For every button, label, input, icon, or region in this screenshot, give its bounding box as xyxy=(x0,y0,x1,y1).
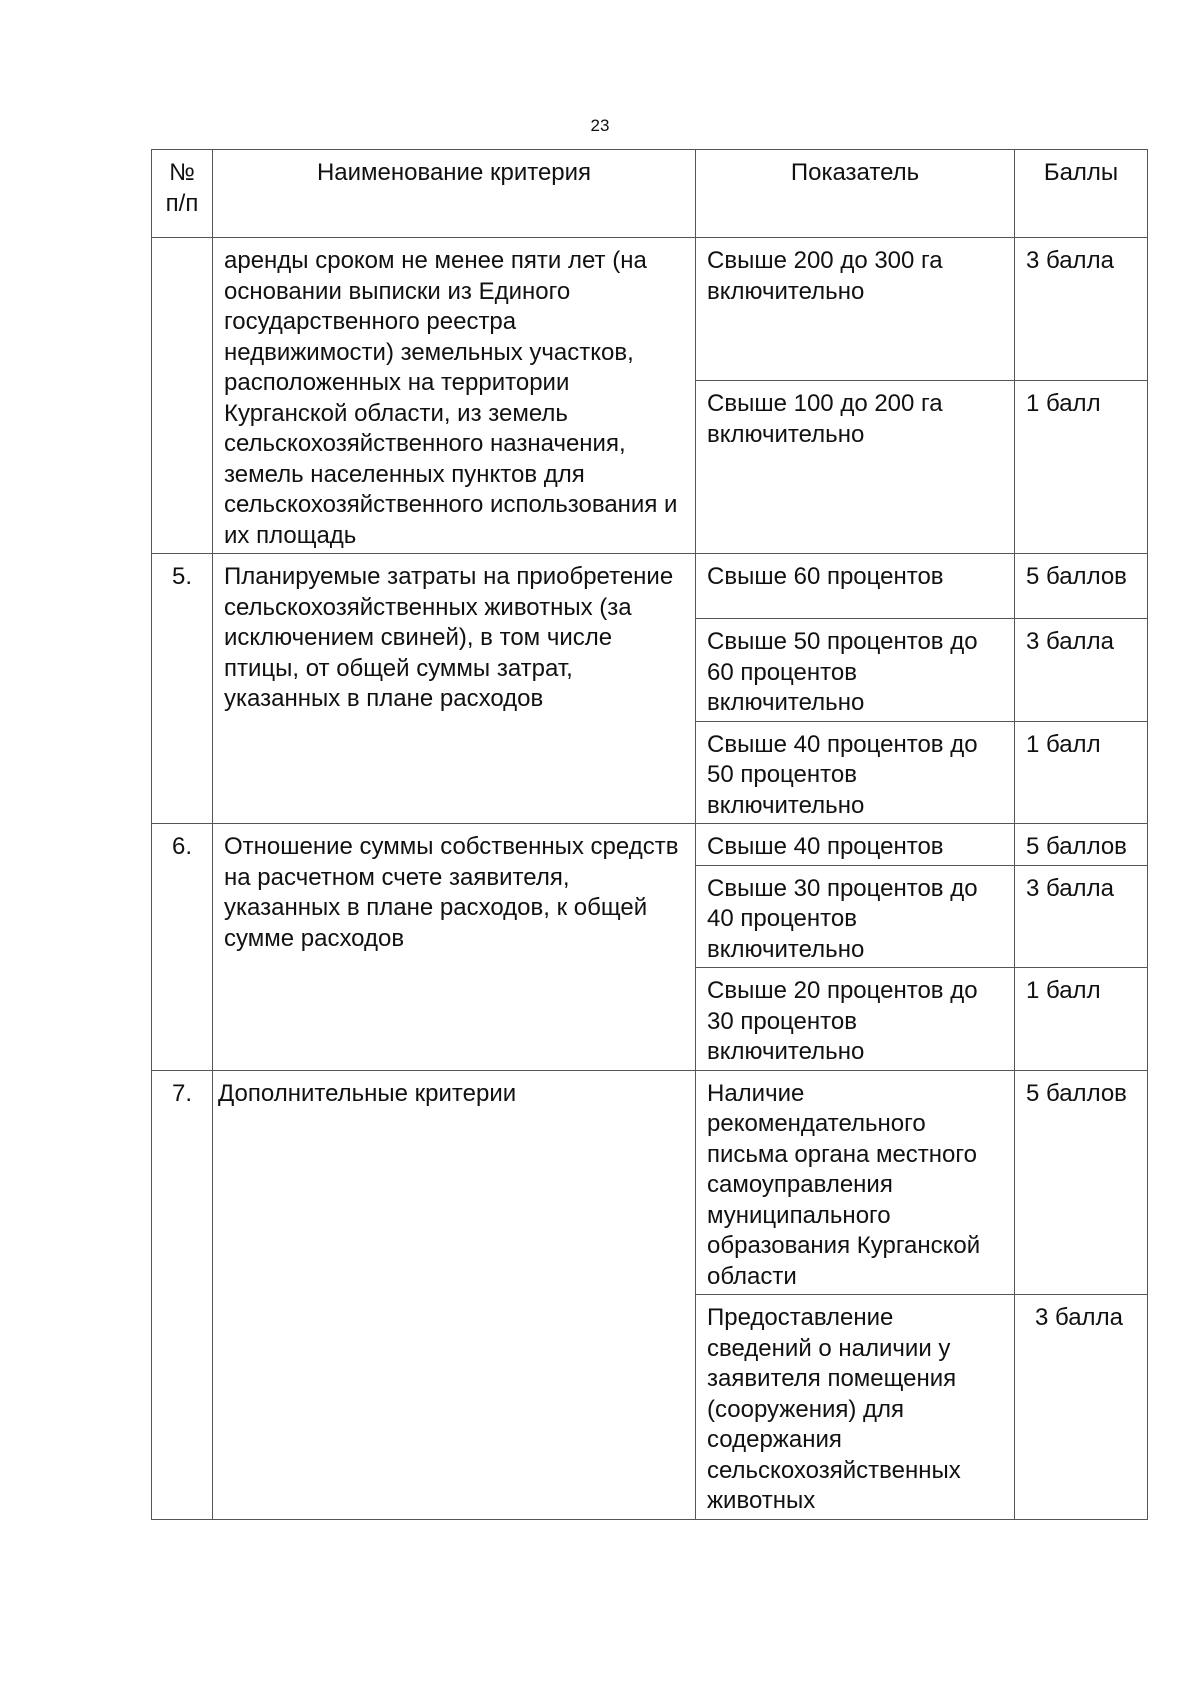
table-row xyxy=(152,554,1148,619)
points-cell: 5 баллов xyxy=(1015,1070,1148,1295)
points-cell: 1 балл xyxy=(1015,968,1148,1071)
table-row xyxy=(152,824,1148,866)
indicator-cell: Свыше 50 процентов до 60 процентов включительно xyxy=(696,619,1015,722)
table-row xyxy=(152,238,1148,381)
header-number: № п/п xyxy=(152,150,213,238)
points-cell: 1 балл xyxy=(1015,721,1148,824)
points-cell: 1 балл xyxy=(1015,381,1148,554)
header-criterion-name: Наименование критерия xyxy=(213,150,696,238)
criterion-number-cell: 5. xyxy=(152,554,213,824)
page-number: 23 xyxy=(590,116,610,135)
criterion-number-cell xyxy=(152,238,213,554)
criterion-number-cell: 7. xyxy=(152,1070,213,1519)
indicator-cell: Предоставление сведений о наличии у заявителя помещения (сооружения) для содержания сельскохозяйственных животных xyxy=(696,1295,1015,1520)
criterion-number-cell: 6. xyxy=(152,824,213,1071)
header-indicator: Показатель xyxy=(696,150,1015,238)
points-cell: 3 балла xyxy=(1015,865,1148,968)
points-cell: 3 балла xyxy=(1015,238,1148,381)
points-cell: 5 баллов xyxy=(1015,824,1148,866)
criterion-name-cell: Планируемые затраты на приобретение сельскохозяйственных животных (за исключением свиней), в том числе птицы, от общей суммы затрат, указанных в плане расходов xyxy=(213,554,696,824)
points-cell: 5 баллов xyxy=(1015,554,1148,619)
indicator-cell: Наличие рекомендательного письма органа местного самоуправления муниципального образования Курганской области xyxy=(696,1070,1015,1295)
indicator-cell: Свыше 30 процентов до 40 процентов включительно xyxy=(696,865,1015,968)
table-row xyxy=(152,1070,1148,1295)
criterion-name-cell: Дополнительные критерии xyxy=(213,1070,696,1519)
indicator-cell: Свыше 100 до 200 га включительно xyxy=(696,381,1015,554)
criteria-table xyxy=(151,149,1148,1520)
indicator-cell: Свыше 40 процентов до 50 процентов включительно xyxy=(696,721,1015,824)
points-cell: 3 балла xyxy=(1015,1295,1148,1520)
indicator-cell: Свыше 40 процентов xyxy=(696,824,1015,866)
criterion-name-cell: аренды сроком не менее пяти лет (на основании выписки из Единого государственного реестра недвижимости) земельных участков, расположенных на территории Курганской области, из земель сельскохозяйственного назначения, земель населенных пунктов для сельскохозяйственного использования и их площадь xyxy=(213,238,696,554)
criterion-name-cell: Отношение суммы собственных средств на расчетном счете заявителя, указанных в плане расходов, к общей сумме расходов xyxy=(213,824,696,1071)
header-points: Баллы xyxy=(1015,150,1148,238)
points-cell: 3 балла xyxy=(1015,619,1148,722)
indicator-cell: Свыше 200 до 300 га включительно xyxy=(696,238,1015,381)
table-header-row xyxy=(152,150,1148,238)
indicator-cell: Свыше 20 процентов до 30 процентов включительно xyxy=(696,968,1015,1071)
indicator-cell: Свыше 60 процентов xyxy=(696,554,1015,619)
